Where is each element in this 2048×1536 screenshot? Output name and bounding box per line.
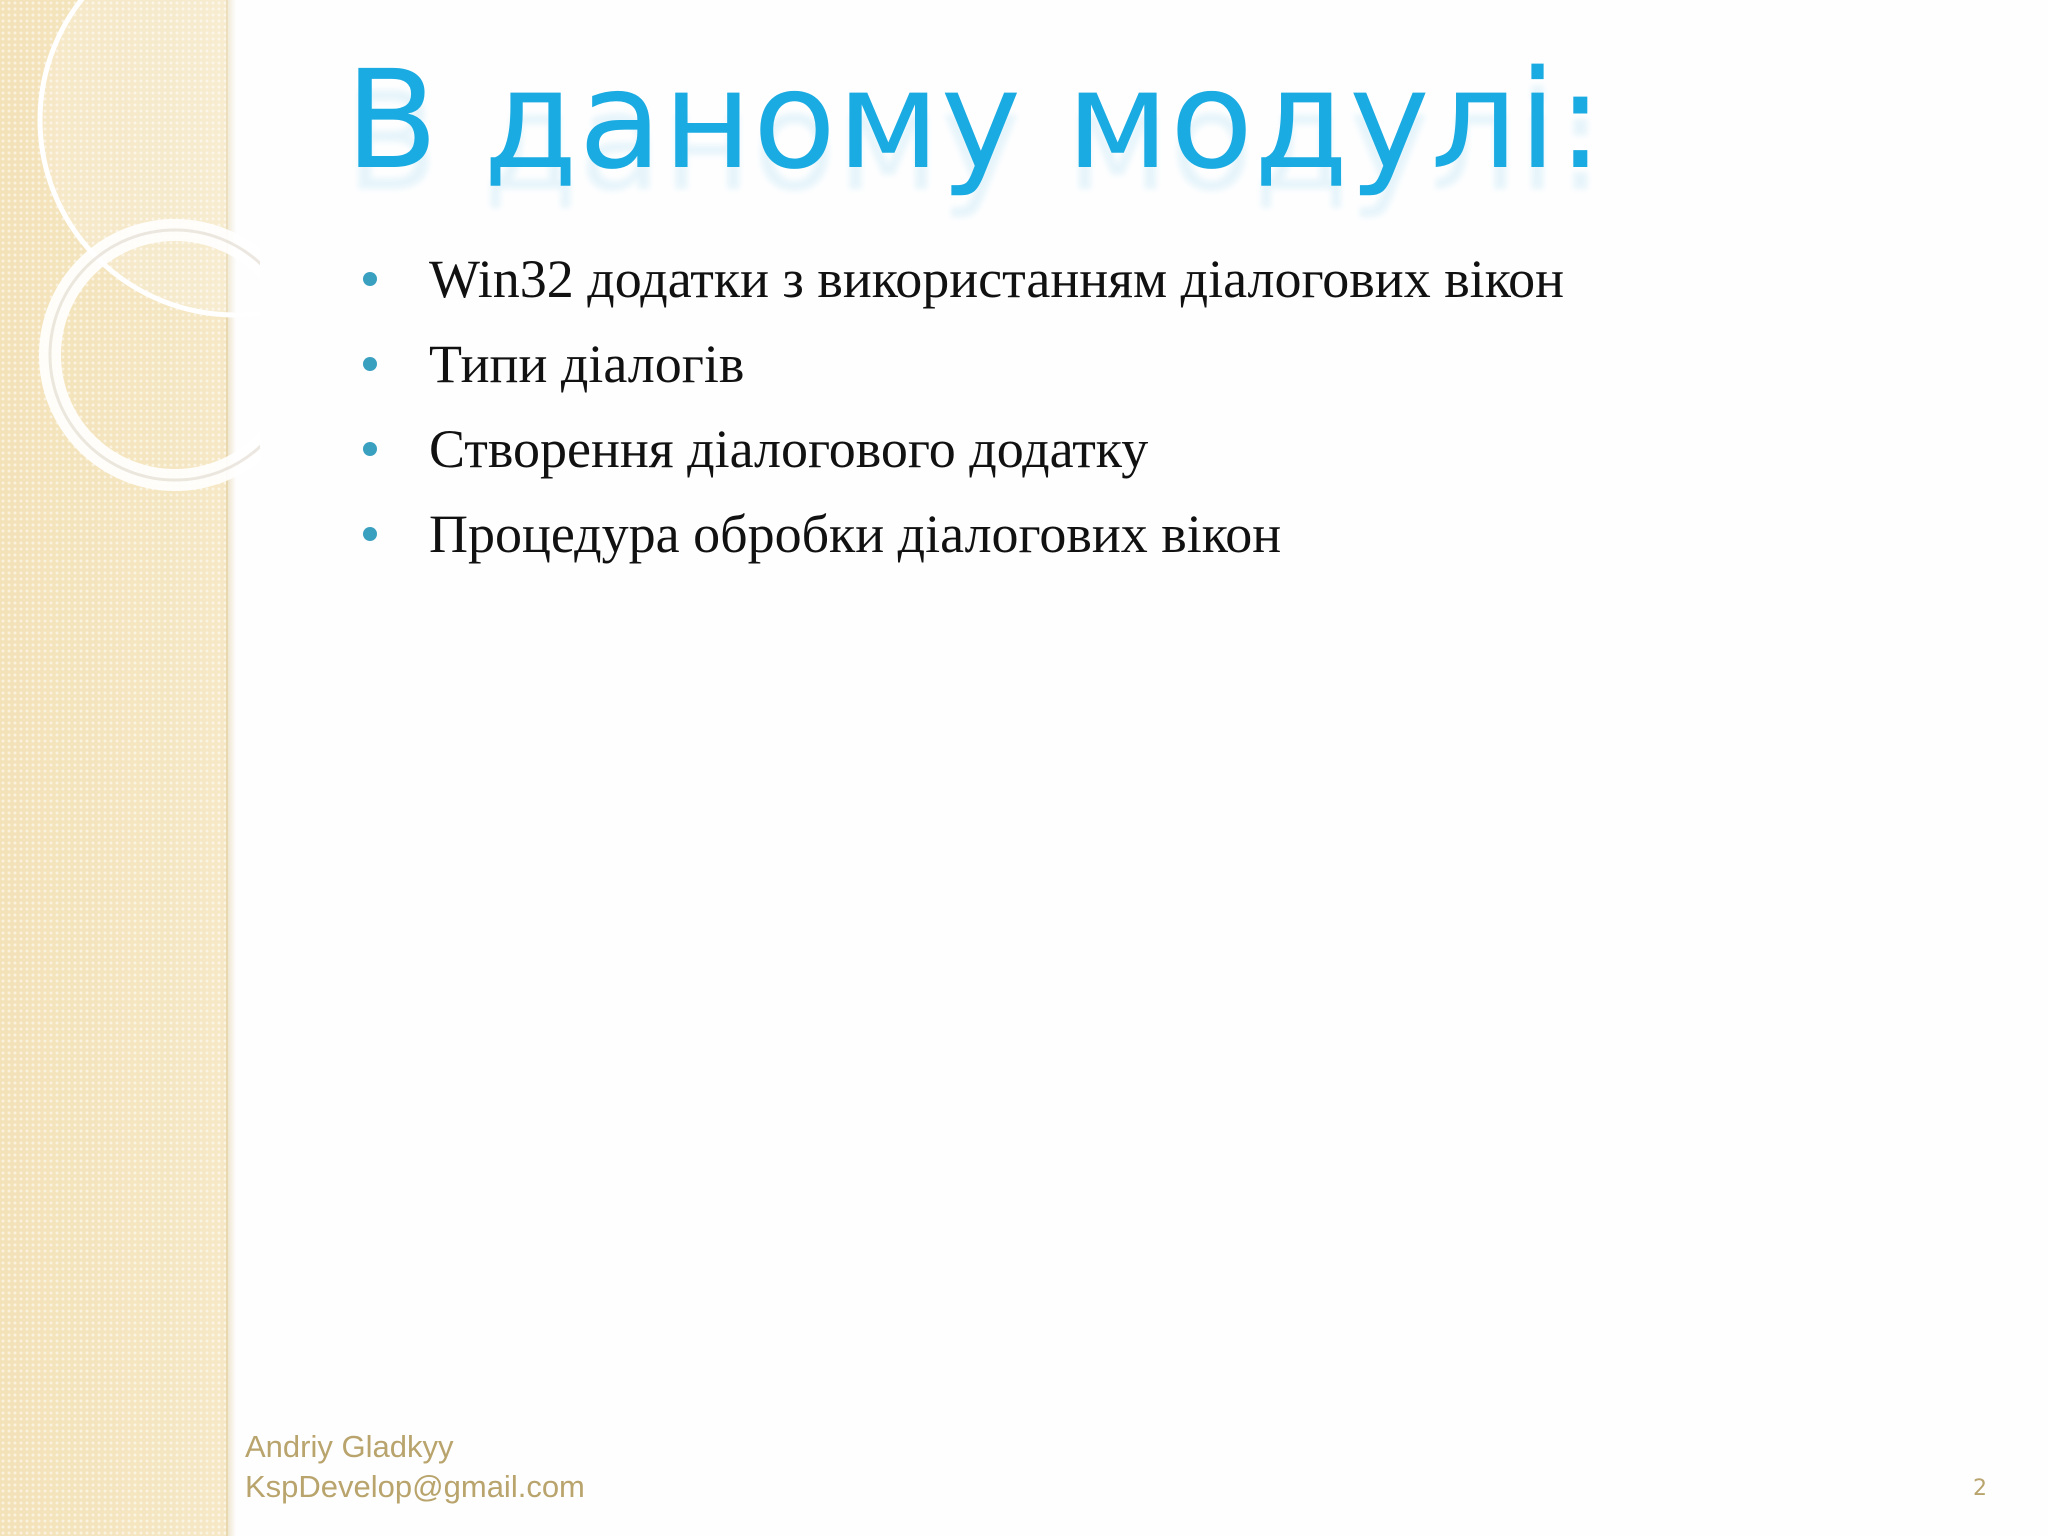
footer-author: Andriy Gladkyy — [245, 1429, 454, 1464]
page-number: 2 — [1973, 1476, 1987, 1501]
list-item — [358, 406, 1564, 491]
bullet-text: Створення діалогового додатку — [429, 418, 1149, 479]
bullet-icon — [363, 357, 377, 371]
bullet-text: Процедура обробки діалогових вікон — [429, 503, 1282, 564]
slide-title: В даному модулі: — [345, 42, 1605, 200]
bullet-text: Типи діалогів — [429, 333, 745, 394]
list-item — [358, 321, 1564, 406]
bullet-icon — [363, 527, 377, 541]
bullet-icon — [363, 442, 377, 456]
decorative-circles — [0, 0, 260, 520]
footer-email: KspDevelop@gmail.com — [245, 1469, 585, 1504]
bullet-list — [358, 236, 1564, 576]
footer — [245, 1427, 585, 1507]
bullet-icon — [363, 272, 377, 286]
list-item — [358, 491, 1564, 576]
bullet-text: Win32 додатки з використанням діалогових вікон — [429, 248, 1565, 309]
list-item — [358, 236, 1564, 321]
